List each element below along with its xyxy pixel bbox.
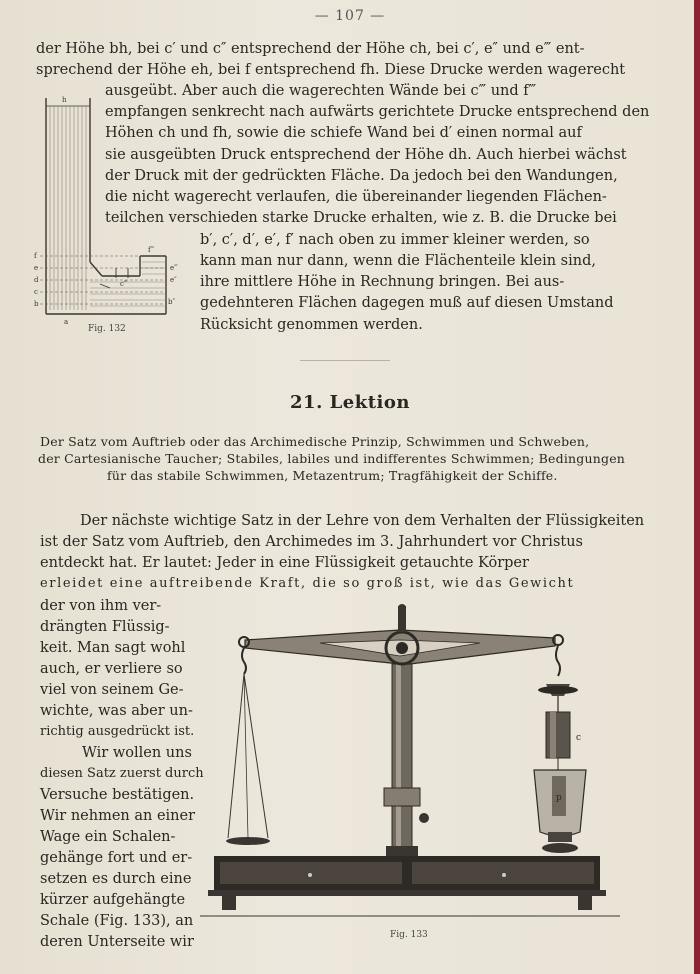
text-line: Schale (Fig. 133), an xyxy=(40,913,194,929)
text-line: ihre mittlere Höhe in Rechnung bringen. Bei aus- xyxy=(200,274,565,290)
text-line: Der nächste wichtige Satz in der Lehre von dem Verhalten der Flüssigkeiten xyxy=(80,513,645,529)
text-line: Höhen ch und fh, sowie die schiefe Wand bei d′ einen normal auf xyxy=(105,125,582,141)
section-divider xyxy=(300,360,390,361)
fig132-label: f xyxy=(34,252,37,260)
text-line: gehänge fort und er- xyxy=(40,850,193,866)
text-line: kürzer aufgehängte xyxy=(40,892,186,908)
fig132-label: e″ xyxy=(170,276,177,284)
text-line: auch, er verliere so xyxy=(40,661,183,677)
text-line: Rücksicht genommen werden. xyxy=(200,317,423,333)
text-line: Wage ein Schalen- xyxy=(40,829,176,845)
lesson-summary-line: der Cartesianische Taucher; Stabiles, labiles und indifferentes Schwimmen; Bedingungen xyxy=(38,451,626,466)
text-line: wichte, was aber un- xyxy=(40,703,193,719)
text-line: entdeckt hat. Er lautet: Jeder in eine Flüssigkeit getauchte Körper xyxy=(40,555,529,571)
text-line: erleidet eine auftreibende Kraft, die so groß ist, wie das Gewicht xyxy=(40,576,575,591)
text-line: Versuche bestätigen. xyxy=(40,787,195,803)
fig132-label: c xyxy=(34,288,38,296)
text-line: deren Unterseite wir xyxy=(40,934,194,950)
lesson-title: 21. Lektion xyxy=(290,392,410,413)
lesson-summary-line: Der Satz vom Auftrieb oder das Archimedische Prinzip, Schwimmen und Schweben, xyxy=(40,434,590,449)
text-line: empfangen senkrecht nach aufwärts gerichtete Drucke entsprechend den xyxy=(105,104,650,120)
fig132-label: b xyxy=(34,300,39,308)
fig133-balance-illustration xyxy=(200,600,620,922)
fig132-label: d xyxy=(34,276,39,284)
fig133-caption: Fig. 133 xyxy=(390,930,428,940)
fig132-label: b″ xyxy=(168,298,176,306)
text-line: kann man nur dann, wenn die Flächenteile klein sind, xyxy=(200,253,596,269)
fig132-label: c‴ xyxy=(120,280,128,288)
fig132-caption: Fig. 132 xyxy=(88,324,126,334)
fig132-label: a xyxy=(64,318,69,326)
text-line: Wir wollen uns xyxy=(82,745,192,761)
text-line: der von ihm ver- xyxy=(40,598,162,614)
text-line: setzen es durch eine xyxy=(40,871,192,887)
text-line: Wir nehmen an einer xyxy=(40,808,196,824)
text-line: ausgeübt. Aber auch die wagerechten Wände bei c‴ und f‴ xyxy=(105,83,537,99)
text-line: viel von seinem Ge- xyxy=(40,682,184,698)
text-line: die nicht wagerecht verlaufen, die übereinander liegenden Flächen- xyxy=(105,189,607,205)
fig132-label: h xyxy=(62,96,67,104)
text-line: keit. Man sagt wohl xyxy=(40,640,186,656)
text-line: gedehnteren Flächen dagegen muß auf diesen Umstand xyxy=(200,295,614,311)
text-line: der Druck mit der gedrückten Fläche. Da jedoch bei den Wandungen, xyxy=(105,168,618,184)
text-line: teilchen verschieden starke Drucke erhalten, wie z. B. die Drucke bei xyxy=(105,210,617,226)
fig133-label: c xyxy=(576,733,582,743)
fig133-label: p xyxy=(556,793,562,803)
fig132-label: f‴ xyxy=(148,246,155,254)
text-line: sie ausgeübten Druck entsprechend der Höhe dh. Auch hierbei wächst xyxy=(105,147,627,163)
fig132-label: e‴ xyxy=(170,264,178,272)
page-edge xyxy=(694,0,700,974)
text-line: diesen Satz zuerst durch xyxy=(40,766,204,781)
fig132-vessel-diagram xyxy=(30,92,180,328)
text-line: sprechend der Höhe eh, bei f entsprechend fh. Diese Drucke werden wagerecht xyxy=(36,62,626,78)
text-line: drängten Flüssig- xyxy=(40,619,170,635)
page-number: — 107 — xyxy=(314,8,386,24)
text-line: der Höhe bh, bei c′ und c″ entsprechend der Höhe ch, bei c′, e″ und e‴ ent- xyxy=(36,41,585,57)
fig132-label: e xyxy=(34,264,39,272)
text-line: ist der Satz vom Auftrieb, den Archimedes im 3. Jahrhundert vor Christus xyxy=(40,534,583,550)
text-line: richtig ausgedrückt ist. xyxy=(40,724,195,739)
lesson-summary-line: für das stabile Schwimmen, Metazentrum; Tragfähigkeit der Schiffe. xyxy=(107,468,558,483)
text-line: b′, c′, d′, e′, f′ nach oben zu immer kleiner werden, so xyxy=(200,232,590,248)
